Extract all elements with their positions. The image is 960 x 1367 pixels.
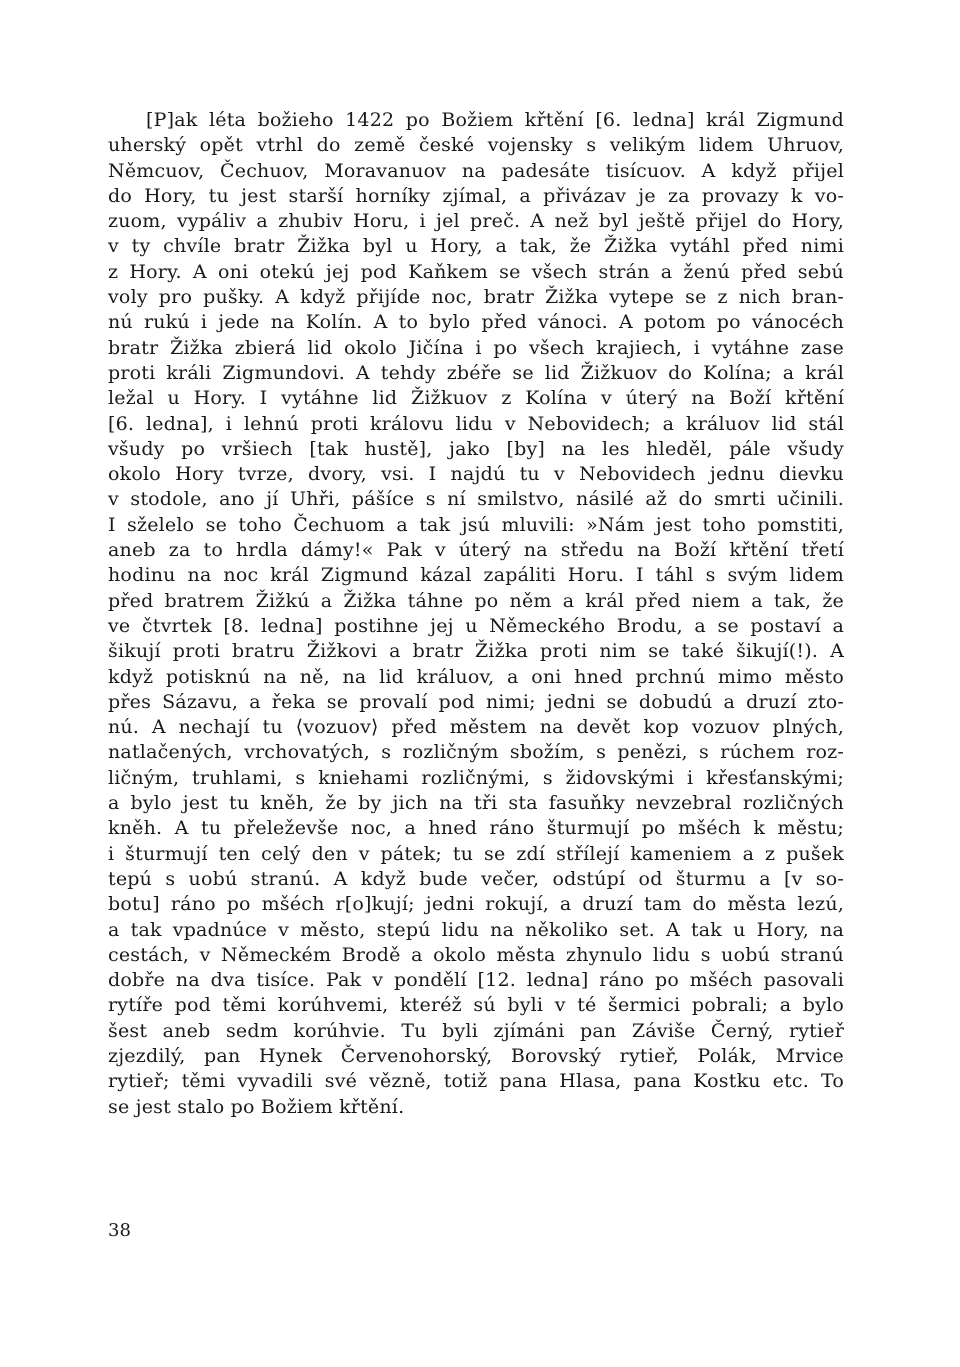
text-line: I sželelo se toho Čechuom a tak jsú mluvili: »Nám jest toho pomstiti, [108, 513, 844, 536]
text-line: zuom, vypáliv a zhubiv Horu, i jel preč. A než byl ještě přijel do Hory, [108, 210, 844, 233]
text-line: ve čtvrtek [8. ledna] postihne jej u Německého Brodu, a se postaví a [108, 614, 844, 637]
text-line: rytieř; těmi vyvadili své vězně, totiž pana Hlasa, pana Kostku etc. To [108, 1070, 844, 1093]
text-line: a bylo jest tu kněh, že by jich na tři sta fasuňky nevzebral rozličných [108, 792, 844, 815]
text-line: nú rukú i jede na Kolín. A to bylo před vánoci. A potom po vánocéch [108, 311, 844, 334]
text-line: Němcuov, Čechuov, Moravanuov na padesáte tisícuov. A když přijel [108, 159, 844, 182]
text-line: uherský opět vtrhl do země české vojensky s velikým lidem Uhruov, [108, 134, 844, 157]
text-line: ležal u Hory. I vytáhne lid Žižkuov z Kolína v úterý na Boží křtění [108, 387, 844, 410]
text-line: [6. ledna], i lehnú proti královu lidu v Nebovidech; a králuov lid stál [108, 412, 844, 435]
body-text [108, 108, 844, 1120]
text-line: cestách, v Německém Brodě a okolo města zhynulo lidu s uobú stranú [108, 943, 844, 966]
text-line: botu] ráno po mšéch r[o]kují; jedni rokují, a druzí tam do města lezú, [108, 893, 844, 916]
text-line: v stodole, ano jí Uhři, pášíce s ní smilstvo, násilé až do smrti učinili. [108, 488, 844, 511]
text-line: kněh. A tu přeleževše noc, a hned ráno šturmují po mšéch k městu; [108, 817, 844, 840]
text-line: ličným, truhlami, s kniehami rozličnými, s židovskými i křesťanskými; [108, 766, 844, 789]
text-line: [P]ak léta božieho 1422 po Božiem křtění [6. ledna] král Zigmund [146, 109, 844, 131]
text-line: i šturmují ten celý den v pátek; tu se zdí střílejí kameniem a z pušek [108, 842, 844, 865]
text-line: hodinu na noc král Zigmund kázal zapáliti Horu. I táhl s svým lidem [108, 564, 844, 587]
text-line: aneb za to hrdla dámy!« Pak v úterý na středu na Boží křtění třetí [108, 539, 844, 562]
text-line: z Hory. A oni otekú jej pod Kaňkem se všech strán a ženú před sebú [108, 260, 844, 283]
text-line: v ty chvíle bratr Žižka byl u Hory, a tak, že Žižka vytáhl před nimi [108, 235, 844, 258]
text-line: nú. A nechají tu ⟨vozuov⟩ před městem na devět kop vozuov plných, [108, 716, 844, 739]
text-line: všudy po vršiech [tak hustě], jako [by] na les hleděl, pále všudy [108, 437, 844, 460]
text-line: okolo Hory tvrze, dvory, vsi. I najdú tu v Nebovidech jednu dievku [108, 463, 844, 486]
text-line: když potisknú na ně, na lid králuov, a oni hned prchnú mimo město [108, 665, 844, 688]
text-line: šest aneb sedm korúhvie. Tu byli zjímáni pan Záviše Černý, rytieř [108, 1019, 844, 1042]
text-line: bratr Žižka zbierá lid okolo Jičína i po všech krajiech, i vytáhne zase [108, 336, 844, 359]
text-line: do Hory, tu jest starší horníky zjímal, a přivázav je za provazy k vo- [108, 184, 844, 207]
page-number: 38 [108, 1220, 131, 1241]
text-line: proti králi Zigmundovi. A tehdy zbéře se lid Žižkuov do Kolína; a král [108, 361, 844, 384]
text-line: šikují proti bratru Žižkovi a bratr Žižka proti nim se také šikují(!). A [108, 640, 844, 663]
text-line: rytíře pod těmi korúhvemi, kteréž sú byli v té šermici pobrali; a bylo [108, 994, 844, 1017]
text-line: tepú s uobú stranú. A když bude večer, odstúpí od šturmu a [v so- [108, 867, 844, 890]
text-line: a tak vpadnúce v město, stepú lidu na několiko set. A tak u Hory, na [108, 918, 844, 941]
text-line: natlačených, vrchovatých, s rozličným sbožím, s penězi, s rúchem roz- [108, 741, 844, 764]
text-line: voly pro pušky. A když přijíde noc, bratr Žižka vytepe se z nich bran- [108, 286, 844, 309]
text-line: přes Sázavu, a řeka se provalí pod nimi; jedni se dobudú a druzí zto- [108, 690, 844, 713]
text-line: před bratrem Žižkú a Žižka táhne po něm a král před niem a tak, že [108, 589, 844, 612]
text-line: se jest stalo po Božiem křtění. [108, 1095, 405, 1118]
text-line: dobře na dva tisíce. Pak v pondělí [12. ledna] ráno po mšéch pasovali [108, 969, 844, 992]
text-line: zjezdilý, pan Hynek Červenohorský, Borovský rytieř, Polák, Mrvice [108, 1044, 844, 1067]
